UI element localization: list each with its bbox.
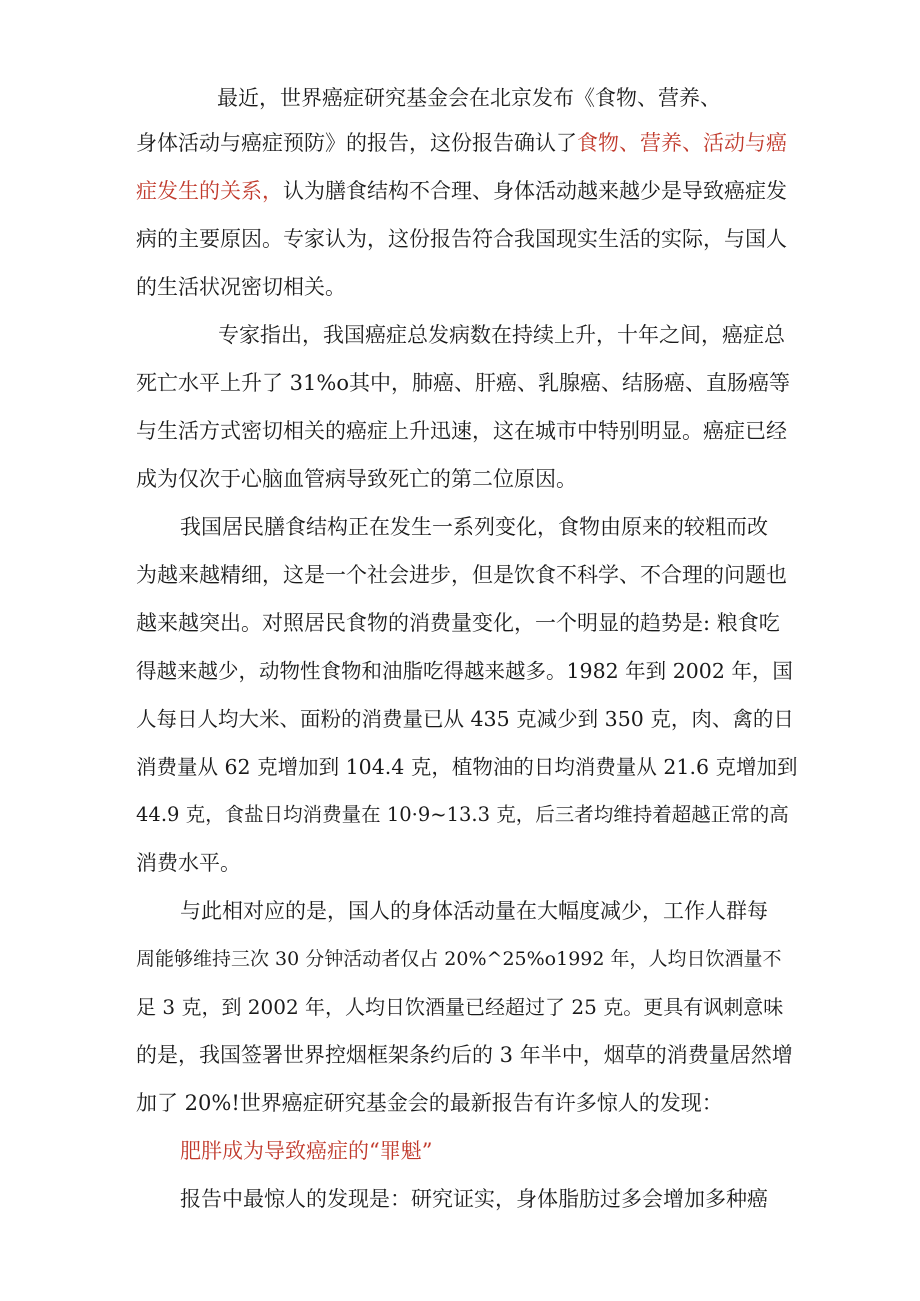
paragraph-3-line-2: 为越来越精细，这是一个社会进步，但是饮食不科学、不合理的问题也 — [136, 563, 787, 587]
paragraph-5-line-1: 报告中最惊人的发现是：研究证实，身体脂肪过多会增加多种癌 — [180, 1187, 768, 1211]
paragraph-2-line-3: 与生活方式密切相关的癌症上升迅速，这在城市中特别明显。癌症已经 — [136, 419, 787, 443]
paragraph-3-line-4: 得越来越少，动物性食物和油脂吃得越来越多。1982 年到 2002 年，国 — [136, 659, 793, 683]
paragraph-4-line-4: 的是，我国签署世界控烟框架条约后的 3 年半中，烟草的消费量居然增 — [136, 1043, 793, 1067]
paragraph-1-line-5: 的生活状况密切相关。 — [136, 275, 346, 299]
paragraph-1-line-2 — [136, 128, 787, 158]
paragraph-1-line-1: 最近，世界癌症研究基金会在北京发布《食物、营养、 — [217, 86, 721, 110]
section-heading: 肥胖成为导致癌症的“罪魁” — [180, 1139, 433, 1163]
paragraph-4-line-5: 加了 20%!世界癌症研究基金会的最新报告有许多惊人的发现： — [136, 1091, 723, 1115]
paragraph-3-line-1: 我国居民膳食结构正在发生一系列变化，食物由原来的较粗而改 — [180, 515, 768, 539]
paragraph-1-line-2-text: 身体活动与癌症预防》的报告，这份报告确认了 — [136, 131, 577, 155]
paragraph-4-line-2: 周能够维持三次 30 分钟活动者仅占 20%^25%o1992 年，人均日饮酒量不 — [136, 948, 782, 970]
paragraph-3-line-8: 消费水平。 — [136, 851, 241, 875]
paragraph-1-line-4: 病的主要原因。专家认为，这份报告符合我国现实生活的实际，与国人 — [136, 227, 787, 251]
paragraph-3-line-6: 消费量从 62 克增加到 104.4 克，植物油的日均消费量从 21.6 克增加到 — [136, 755, 798, 779]
highlighted-phrase-continued: 症发生的关系， — [136, 179, 283, 203]
paragraph-1-line-3-text: 认为膳食结构不合理、身体活动越来越少是导致癌症发 — [283, 179, 787, 203]
paragraph-2-line-2: 死亡水平上升了 31%o其中，肺癌、肝癌、乳腺癌、结肠癌、直肠癌等 — [136, 371, 790, 395]
paragraph-4-line-1: 与此相对应的是，国人的身体活动量在大幅度减少，工作人群每 — [180, 899, 768, 923]
highlighted-phrase: 食物、营养、活动与癌 — [577, 131, 787, 155]
paragraph-3-line-7: 44.9 克，食盐日均消费量在 10·9~13.3 克，后三者均维持着超越正常的高 — [136, 803, 789, 826]
paragraph-2-line-4: 成为仅次于心脑血管病导致死亡的第二位原因。 — [136, 467, 577, 491]
paragraph-2-line-1: 专家指出，我国癌症总发病数在持续上升，十年之间，癌症总 — [218, 323, 785, 347]
paragraph-1-line-3 — [136, 176, 787, 206]
paragraph-4-line-3: 足 3 克，到 2002 年，人均日饮酒量已经超过了 25 克。更具有讽刺意味 — [136, 995, 784, 1019]
paragraph-3-line-3: 越来越突出。对照居民食物的消费量变化，一个明显的趋势是: 粮食吃 — [136, 611, 780, 635]
paragraph-3-line-5: 人每日人均大米、面粉的消费量已从 435 克减少到 350 克，肉、禽的日 — [136, 707, 794, 731]
